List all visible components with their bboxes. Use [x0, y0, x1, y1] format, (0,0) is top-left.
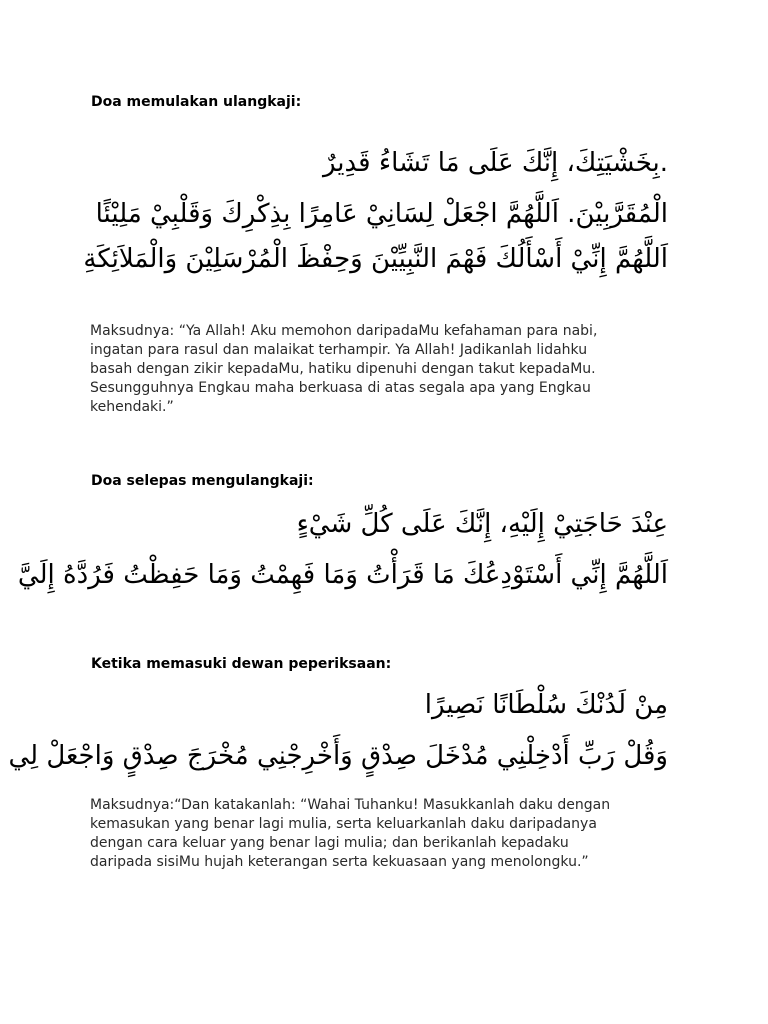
- meaning-line: Sesungguhnya Engkau maha berkuasa di atas segala apa yang Engkau: [90, 380, 591, 396]
- arabic-line-2-2: اَللَّهُمَّ إِنِّي أَسْتَوْدِعُكَ مَا قَرَأْتُ وَمَا فَهِمْتُ وَمَا حَفِظْتُ فَرُدَّهُ إِلَيَّ: [17, 560, 668, 590]
- arabic-line-3-2: وَقُلْ رَبِّ أَدْخِلْنِي مُدْخَلَ صِدْقٍ وَأَخْرِجْنِي مُخْرَجَ صِدْقٍ وَاجْعَلْ لِي: [8, 741, 668, 771]
- heading-doa-memulakan: Doa memulakan ulangkaji:: [91, 94, 302, 110]
- arabic-line-3-1: مِنْ لَدُنْكَ سُلْطَانًا نَصِيرًا: [424, 690, 668, 720]
- meaning-line: basah dengan zikir kepadaMu, hatiku dipenuhi dengan takut kepadaMu.: [90, 361, 596, 377]
- meaning-line: kemasukan yang benar lagi mulia, serta keluarkanlah daku daripadanya: [90, 816, 597, 832]
- arabic-line-2-1: عِنْدَ حَاجَتِيْ إِلَيْهِ، إِنَّكَ عَلَى كُلِّ شَيْءٍ: [296, 509, 668, 539]
- heading-ketika-memasuki: Ketika memasuki dewan peperiksaan:: [91, 656, 392, 672]
- meaning-line: dengan cara keluar yang benar lagi mulia; dan berikanlah kepadaku: [90, 835, 569, 851]
- meaning-paragraph-1: [90, 322, 650, 417]
- meaning-line: kehendaki.”: [90, 399, 174, 415]
- meaning-line: daripada sisiMu hujah keterangan serta kekuasaan yang menolongku.”: [90, 854, 589, 870]
- meaning-line: Maksudnya:“Dan katakanlah: “Wahai Tuhanku! Masukkanlah daku dengan: [90, 797, 611, 813]
- heading-doa-selepas: Doa selepas mengulangkaji:: [91, 473, 314, 489]
- arabic-line-1-1: .بِخَشْيَتِكَ، إِنَّكَ عَلَى مَا تَشَاءُ قَدِيرٌ: [322, 148, 668, 178]
- meaning-line: ingatan para rasul dan malaikat terhampir. Ya Allah! Jadikanlah lidahku: [90, 342, 588, 358]
- meaning-paragraph-2: [90, 796, 650, 872]
- arabic-line-1-2: الْمُقَرَّبِيْنَ. اَللَّهُمَّ اجْعَلْ لِسَانِيْ عَامِرًا بِذِكْرِكَ وَقَلْبِيْ مَلِيْئًا: [95, 199, 668, 229]
- meaning-line: Maksudnya: “Ya Allah! Aku memohon daripadaMu kefahaman para nabi,: [90, 323, 598, 339]
- arabic-line-1-3: اَللَّهُمَّ إِنِّيْ أَسْأَلُكَ فَهْمَ النَّبِيِّيْنَ وَحِفْظَ الْمُرْسَلِيْنَ وَالْمَلاَئِكَةِ: [83, 244, 668, 274]
